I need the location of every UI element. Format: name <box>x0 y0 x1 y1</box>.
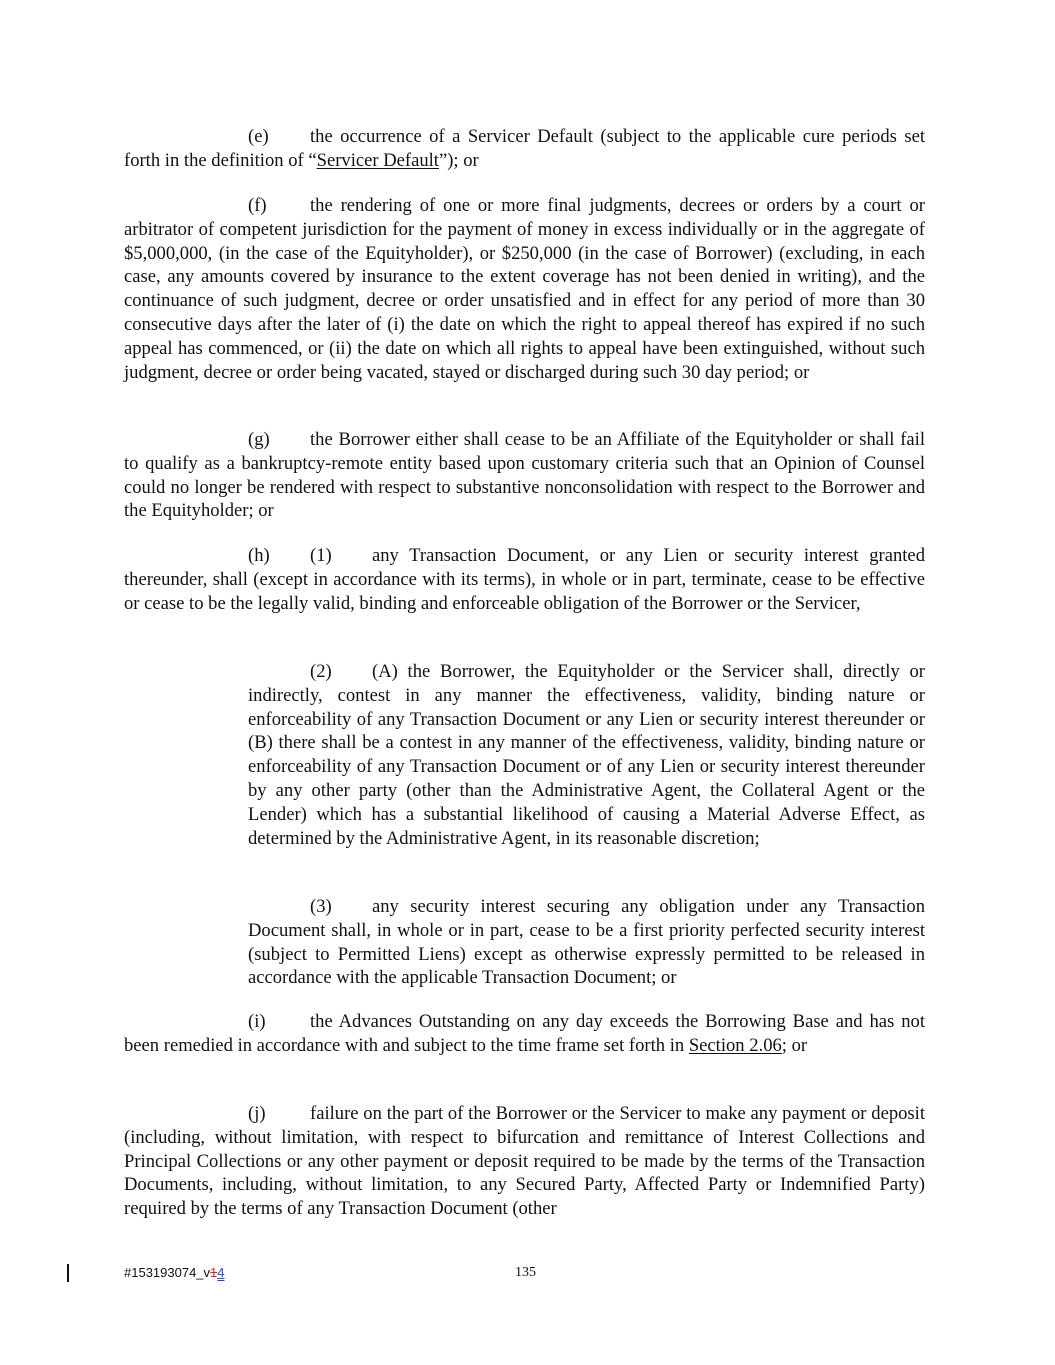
page-number: 135 <box>515 1265 536 1280</box>
paragraph-text-g: the Borrower either shall cease to be an Affiliate of the Equityholder or shall fail to qualify as a bankruptcy-remote entity based upon customary criteria such that an Opinion of Counsel could no longer be rendered with respect to substantive nonconsolidation with respect to the Borrower and the Equityholder; or <box>124 429 925 522</box>
paragraph-label-g: (g) <box>248 429 270 450</box>
paragraph-j <box>124 1102 925 1221</box>
paragraph-h-3 <box>248 895 925 990</box>
section-link-2-06[interactable]: Section 2.06 <box>688 1034 782 1056</box>
paragraph-label-i: (i) <box>248 1011 266 1032</box>
change-bar-marker <box>67 1264 69 1282</box>
paragraph-text-e: the occurrence of a Servicer Default (subject to the applicable cure periods set forth in the definition of “ <box>124 126 925 171</box>
paragraph-e: (e) the occurrence of a Servicer Default (subject to the applicable cure periods set forth in the definition of “Servicer Default”); or <box>124 126 925 171</box>
paragraph-label-e: (e) <box>248 126 269 147</box>
paragraph-label-j: (j) <box>248 1103 266 1124</box>
paragraph-text-f: the rendering of one or more final judgments, decrees or orders by a court or arbitrator of competent jurisdiction for the payment of money in excess individually or in the aggregate of $5,000,000, (in the case of the Equityholder), or $250,000 (in the case of Borrower) (excluding, in each case, any amounts covered by insurance to the extent coverage has not been denied in writing), and the continuance of such judgment, decree or order unsatisfied and in effect for any period of more than 30 consecutive days after the later of (i) the date on which the right to appeal thereof has expired if no such appeal has commenced, or (ii) the date on which all rights to appeal have been extinguished, without such judgment, decree or order being vacated, stayed or discharged during such 30 day period; or <box>124 195 925 383</box>
subparagraph-text-h-2: (A) the Borrower, the Equityholder or the Servicer shall, directly or indirectly, contest in any manner the effectiveness, validity, binding nature or enforceability of any Transaction Document or any Lien or security interest thereunder or (B) there shall be a contest in any manner of the effectiveness, validity, binding nature or enforceability of any Transaction Document or of any Lien or security interest thereunder by any other party (other than the Administrative Agent, the Collateral Agent or the Lender) which has a substantial likelihood of causing a Material Adverse Effect, as determined by the Administrative Agent, in its reasonable discretion; <box>248 661 925 849</box>
paragraph-text-j: failure on the part of the Borrower or the Servicer to make any payment or deposit (including, without limitation, with respect to bifurcation and remittance of Interest Collections and Principal Collections or any other payment or deposit required to be made by the terms of the Transaction Documents, including, without limitation, to any Secured Party, Affected Party or Indemnified Party) required by the terms of any Transaction Document (other <box>124 1103 925 1220</box>
paragraph-h-2 <box>248 660 925 850</box>
document-id: #153193074_v14 <box>124 1265 225 1280</box>
subparagraph-label-h-2: (2) <box>310 661 332 682</box>
paragraph-text-i: the Advances Outstanding on any day exceeds the Borrowing Base and has not been remedied in accordance with and subject to the time frame set forth in <box>124 1011 925 1056</box>
paragraph-i: (i) the Advances Outstanding on any day exceeds the Borrowing Base and has not been remedied in accordance with and subject to the time frame set forth in Section 2.06; or <box>124 1011 925 1056</box>
paragraph-g <box>124 428 925 523</box>
paragraph-label-h: (h) <box>248 545 270 566</box>
subparagraph-text-h-3: any security interest securing any obligation under any Transaction Document shall, in whole or in part, cease to be a first priority perfected security interest (subject to Permitted Liens) except as otherwise expressly permitted to be released in accordance with the applicable Transaction Document; or <box>248 896 925 989</box>
paragraph-label-f: (f) <box>248 195 267 216</box>
subparagraph-label-h-1: (1) <box>310 545 332 566</box>
tracked-insertion: 4 <box>217 1265 225 1280</box>
subparagraph-text-h-1: any Transaction Document, or any Lien or security interest granted thereunder, shall (except in accordance with its terms), in whole or in part, terminate, cease to be effective or cease to be the legally valid, binding and enforceable obligation of the Borrower or the Servicer, <box>124 545 925 614</box>
defined-term-link-servicer-default[interactable]: Servicer Default <box>316 149 439 171</box>
paragraph-f <box>124 194 925 384</box>
paragraph-h-1 <box>124 544 925 615</box>
tracked-deletion: 1 <box>210 1265 218 1280</box>
subparagraph-label-h-3: (3) <box>310 896 332 917</box>
